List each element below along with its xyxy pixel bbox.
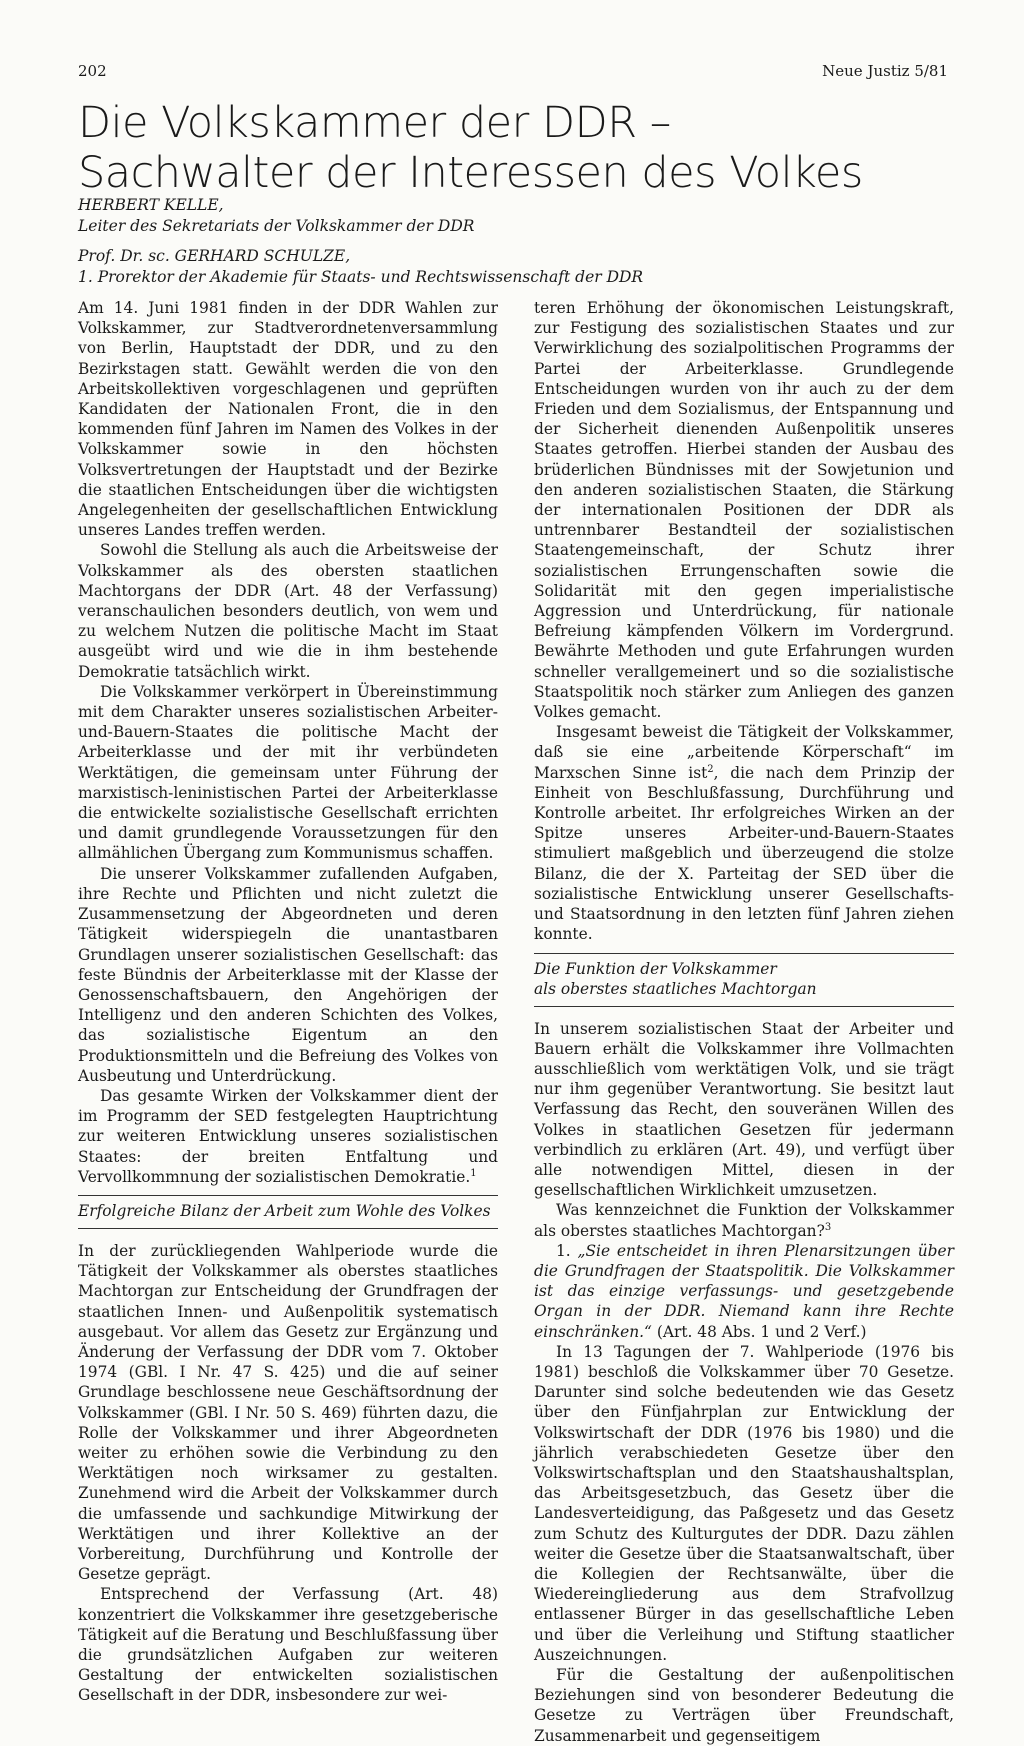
running-header [78, 62, 948, 80]
paragraph: Sowohl die Stellung als auch die Arbeitsweise der Volkskammer als des obersten staatlichen Machtorgans der DDR (Art. 48 der Verfassung) veranschaulichen besonders deutlich, von wem und zu welchem Nutzen die politische Macht im Staat ausgeübt wird und wie die in ihm bestehende Demokratie tatsächlich wirkt. [78, 541, 498, 681]
section-heading-line-1: Die Funktion der Volkskammer [534, 959, 777, 978]
section-heading [534, 953, 954, 1007]
paragraph: Für die Gestaltung der außenpolitischen Beziehungen sind von besonderer Bedeutung die Gesetze zu Verträgen über Freundschaft, Zusammenarbeit und gegenseitigem [534, 1666, 954, 1745]
paragraph: teren Erhöhung der ökonomischen Leistungskraft, zur Festigung des sozialistischen Staates und zur Verwirklichung des sozialpolitischen Programms der Partei der Arbeiterklasse. Grundlegende Entscheidungen wurden von ihr auch zu der dem Frieden und dem Sozialismus, der Entspannung und der Sicherheit dienenden Außenpolitik unseres Staates getroffen. Hierbei standen der Ausbau des brüderlichen Bündnisses mit der Sowjetunion und den anderen sozialistischen Staaten, die Stärkung der internationalen Positionen der DDR als untrennbarer Bestandteil der sozialistischen Staatengemeinschaft, der Schutz ihrer sozialistischen Errungenschaften sowie die Solidarität mit den gegen imperialistische Aggression und Unterdrückung, für nationale Befreiung kämpfenden Völkern im Vordergrund. Bewährte Methoden und gute Erfahrungen wurden schneller verallgemeinert und so die sozialistische Staatspolitik noch stärker zum Anliegen des ganzen Volkes gemacht. [534, 299, 954, 722]
section-heading-line-2: als oberstes staatliches Machtorgan [534, 979, 817, 998]
paragraph-text: Insgesamt beweist die Tätigkeit der Volkskammer, daß sie eine „arbeitende Körperschaft“ im Marxschen Sinne ist [534, 723, 954, 782]
left-column [78, 298, 498, 1706]
paragraph: In 13 Tagungen der 7. Wahlperiode (1976 bis 1981) beschloß die Volkskammer über 70 Gesetze. Darunter sind solche bedeutenden wie das Gesetz über den Fünfjahrplan zur Entwicklung der Volkswirtschaft der DDR (1976 bis 1980) und die jährlich verabschiedeten Gesetze über den Volkswirtschaftsplan und den Staatshaushaltsplan, das Arbeitsgesetzbuch, das Gesetz über die Landesverteidigung, das Paßgesetz und das Gesetz zum Schutz des Kulturgutes der DDR. Dazu zählen weiter die Gesetze über die Staatsanwaltschaft, über die Kollegien der Rechtsanwälte, über die Wiedereingliederung aus dem Strafvollzug entlassener Bürger in das gesellschaftliche Leben und über die Verleihung und Stiftung staatlicher Auszeichnungen. [534, 1342, 954, 1664]
article-reference: (Art. 48 Abs. 1 und 2 Verf.) [656, 1322, 867, 1341]
author-block [78, 195, 978, 288]
paragraph: Am 14. Juni 1981 finden in der DDR Wahlen zur Volkskammer, zur Stadtverordnetenversammlung von Berlin, Hauptstadt der DDR, und zu den Bezirkstagen statt. Gewählt werden die von den Arbeitskollektiven vorgeschlagenen und geprüften Kandidaten der Nationalen Front, die in den kommenden fünf Jahren im Namen des Volkes in der Volkskammer sowie in den höchsten Volksvertretungen der Hauptstadt und der Bezirke die staatlichen Entscheidungen über die wichtigsten Angelegenheiten der gesellschaftlichen Entwicklung unseres Landes treffen werden. [78, 299, 498, 540]
paragraph: In unserem sozialistischen Staat der Arbeiter und Bauern erhält die Volkskammer ihre Vollmachten ausschließlich vom werktätigen Volk, und sie trägt nur ihm gegenüber Verantwortung. Sie besitzt laut Verfassung das Recht, den souveränen Willen des Volkes in staatlichen Gesetzen für jedermann verbindlich zu erklären (Art. 49), und verfügt über alle notwendigen Mittel, diesen in der gesellschaftlichen Wirklichkeit umzusetzen. [534, 1019, 954, 1200]
article-title [78, 98, 978, 198]
paragraph [534, 1241, 954, 1342]
paragraph: Die unserer Volkskammer zufallenden Aufgaben, ihre Rechte und Pflichten und nicht zuletzt die Zusammensetzung der Abgeordneten und deren Tätigkeit widerspiegeln die unantastbaren Grundlagen unserer sozialistischen Gesellschaft: das feste Bündnis der Arbeiterklasse mit der Klasse der Genossenschaftsbauern, den Angehörigen der Intelligenz und den anderen Schichten des Volkes, das sozialistische Eigentum an den Produktionsmitteln und die Befreiung des Volkes von Ausbeutung und Unterdrückung. [78, 864, 498, 1085]
paragraph-text: Was kennzeichnet die Funktion der Volkskammer als oberstes staatliches Machtorgan? [534, 1201, 954, 1240]
page-number: 202 [78, 62, 107, 80]
paragraph [534, 1200, 954, 1240]
title-line-2: Sachwalter der Interessen des Volkes [78, 148, 863, 198]
paragraph-text: Das gesamte Wirken der Volkskammer dient der im Programm der SED festgelegten Hauptrichtung zur weiteren Entwicklung unseres sozialistischen Staates: der breiten Entfaltung und Vervollkommnung der sozialistischen Demokratie. [78, 1086, 498, 1186]
paragraph [78, 1086, 498, 1187]
author-1-role: Leiter des Sekretariats der Volkskammer der DDR [78, 217, 475, 235]
footnote-ref: 1 [470, 1167, 477, 1179]
paragraph: Entsprechend der Verfassung (Art. 48) konzentriert die Volkskammer ihre gesetzgeberische Tätigkeit auf die Beratung und Beschlußfassung über die grundsätzlichen Aufgaben zur weiteren Gestaltung der entwickelten sozialistischen Gesellschaft in der DDR, insbesondere zur wei- [78, 1585, 498, 1705]
author-2-name: Prof. Dr. sc. GERHARD SCHULZE, [78, 247, 351, 265]
journal-issue: Neue Justiz 5/81 [822, 62, 948, 80]
author-1-name: HERBERT KELLE, [78, 196, 224, 214]
paragraph-text: , die nach dem Prinzip der Einheit von Beschlußfassung, Durchführung und Kontrolle arbeitet. Ihr erfolgreiches Wirken an der Spitze unseres Arbeiter-und-Bauern-Staates stimuliert maßgeblich und überzeugend die stolze Bilanz, die der X. Parteitag der SED über die sozialistische Entwicklung unserer Gesellschafts- und Staatsordnung in den letzten fünf Jahren ziehen konnte. [534, 763, 954, 944]
title-line-1: Die Volkskammer der DDR – [78, 98, 671, 148]
right-column [534, 298, 954, 1746]
quotation: „Sie entscheidet in ihren Plenarsitzungen über die Grundfragen der Staatspolitik. Die Volkskammer ist das einzige verfassungs- und gesetzgebende Organ in der DDR. Niemand kann ihre Rechte einschränken.“ [534, 1241, 954, 1341]
paragraph [534, 722, 954, 944]
footnote-ref: 2 [707, 763, 714, 775]
paragraph: In der zurückliegenden Wahlperiode wurde die Tätigkeit der Volkskammer als oberstes staatliches Machtorgan zur Entscheidung der Grundfragen der staatlichen Innen- und Außenpolitik systematisch ausgebaut. Vor allem das Gesetz zur Ergänzung und Änderung der Verfassung der DDR vom 7. Oktober 1974 (GBl. I Nr. 47 S. 425) und die auf seiner Grundlage beschlossene neue Geschäftsordnung der Volkskammer (GBl. I Nr. 50 S. 469) führten dazu, die Rolle der Volkskammer und ihrer Abgeordneten weiter zu erhöhen sowie die Verbindung zu den Werktätigen noch wirksamer zu gestalten. Zunehmend wird die Arbeit der Volkskammer durch die umfassende und sachkundige Mitwirkung der Werktätigen und ihrer Kollektive an der Vorbereitung, Durchführung und Kontrolle der Gesetze geprägt. [78, 1241, 498, 1584]
author-2-role: 1. Prorektor der Akademie für Staats- und Rechtswissenschaft der DDR [78, 268, 644, 286]
paragraph: Die Volkskammer verkörpert in Übereinstimmung mit dem Charakter unseres sozialistischen Arbeiter-und-Bauern-Staates die politische Macht der Arbeiterklasse und der mit ihr verbündeten Werktätigen, die gemeinsam unter Führung der marxistisch-leninistischen Partei der Arbeiterklasse die entwickelte sozialistische Gesellschaft errichten und damit grundlegende Voraussetzungen für den allmählichen Übergang zum Kommunismus schaffen. [78, 682, 498, 863]
section-heading: Erfolgreiche Bilanz der Arbeit zum Wohle des Volkes [78, 1195, 498, 1229]
footnote-ref: 3 [824, 1221, 832, 1233]
list-number: 1. [556, 1241, 571, 1260]
